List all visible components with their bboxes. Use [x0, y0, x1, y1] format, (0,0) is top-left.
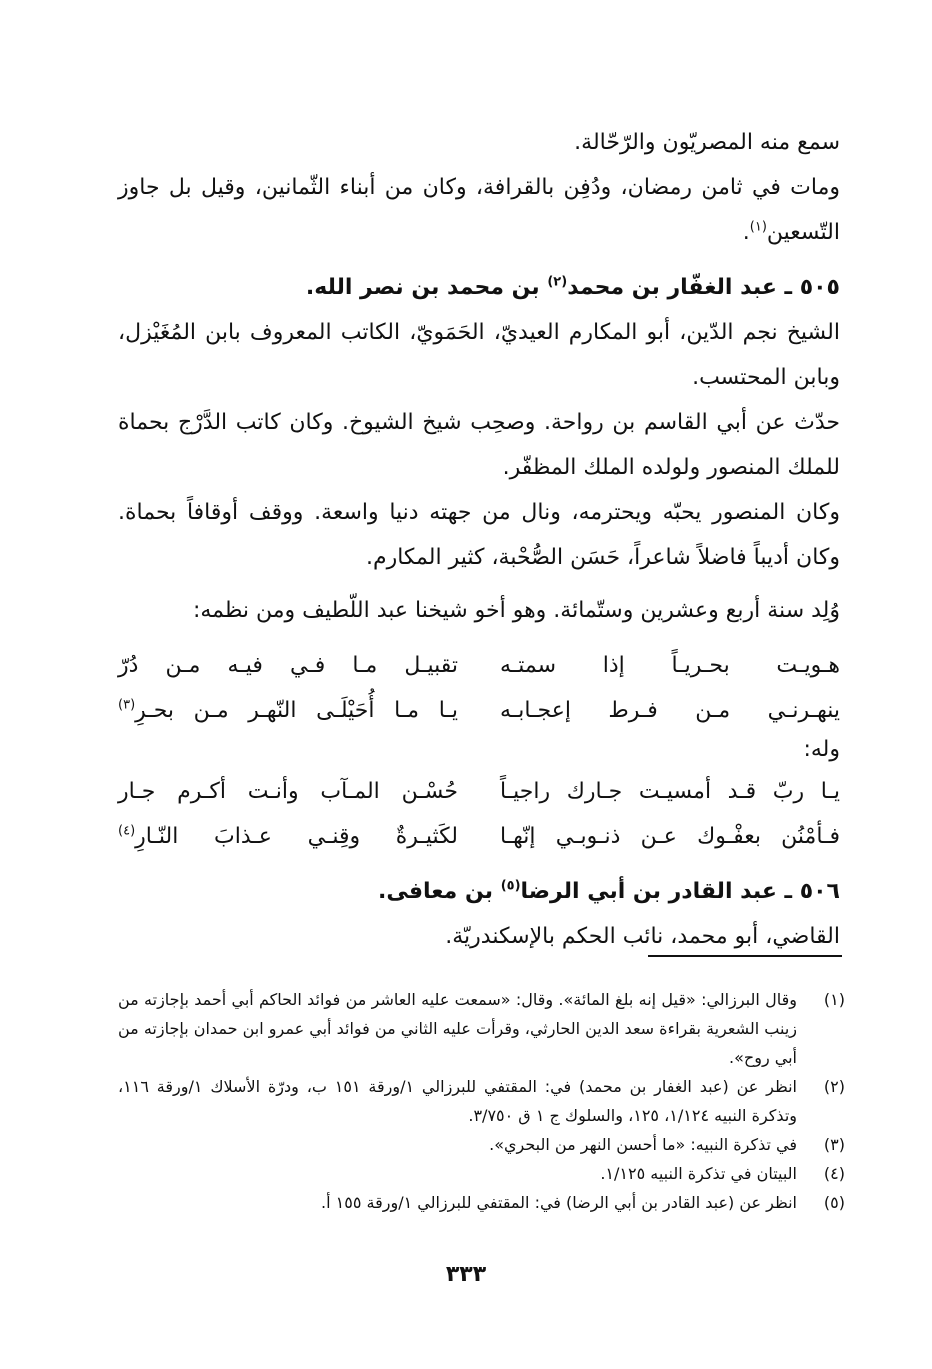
- verse: [118, 814, 840, 859]
- footnote-ref[interactable]: (٥): [500, 878, 521, 894]
- footnote-number: (٤): [823, 1164, 845, 1183]
- footnote: [118, 1130, 845, 1159]
- paragraph: وُلِد سنة أربع وعشرين وستّمائة. وهو أخو شيخنا عبد اللّطيف ومن نظمه:: [192, 598, 840, 623]
- hemistich: لكَثيـرةٌ وقِنـي عـذابَ النّـارِ$^{(٤)}$: [118, 823, 458, 849]
- verse: [118, 643, 840, 688]
- paragraph: ومات في ثامن رمضان، ودُفِن بالقرافة، وكان من أبناء الثّمانين، وقيل بل جاوز التّسعين$^{(١)}$.: [118, 175, 840, 245]
- hemistich: فـأمْنُن بعفْـوك عـن ذنـوبـي إنّهـا: [500, 824, 840, 849]
- page-number: ٣٣٣: [445, 1262, 487, 1287]
- footnote-ref[interactable]: (٤): [118, 823, 136, 839]
- verse: [118, 688, 840, 733]
- hemistich: تقبيـل مـا فـي فيـه مـن دُرّ: [118, 653, 458, 678]
- paragraph: وله:: [803, 737, 840, 762]
- verse: [118, 769, 840, 814]
- footnote: [118, 1072, 845, 1130]
- hemistich: حُسْـن المـآب وأنـت أكـرم جـار: [118, 779, 458, 804]
- hemistich: يـا مـا أُحَيْلَـى النّهـر مـن بحـرِ$^{(٣)}$: [118, 697, 458, 723]
- paragraph: القاضي، أبو محمد، نائب الحكم بالإسكندريّة.: [445, 924, 840, 949]
- footnote-ref[interactable]: (٢): [547, 274, 568, 290]
- footnote-ref[interactable]: (١): [749, 219, 767, 235]
- footnote-text: انظر عن (عبد الغفار بن محمد) في: المقتفي للبرزالي ١/ورقة ١٥١ ب، ودرّة الأسلاك ١/ورقة ١١٦، وتذكرة النبيه ١/١٢٤، ١٢٥، والسلوك ج ١ ق ٣/٧٥٠.: [118, 1077, 797, 1125]
- footnote-separator: [648, 955, 842, 957]
- footnote: [118, 1188, 845, 1217]
- hemistich: يـا ربّ قـد أمسيـت جـارك راجيـاً: [500, 779, 840, 804]
- paragraph: سمع منه المصريّون والرّحّالة.: [574, 130, 840, 155]
- footnotes: [118, 985, 845, 1217]
- main-text: [118, 120, 840, 959]
- entry-heading-506: ٥٠٦ ـ عبد القادر بن أبي الرضا$^{(٥)}$ بن معافى.: [377, 878, 840, 904]
- poem-1: [118, 643, 840, 733]
- footnote-text: في تذكرة النبيه: «ما أحسن النهر من البحري».: [489, 1135, 797, 1154]
- footnote-number: (٥): [823, 1193, 845, 1212]
- footnote-number: (٣): [823, 1135, 845, 1154]
- hemistich: هـويـت بحـريـاً إذا سمتـه: [500, 653, 840, 678]
- footnote-text: وقال البرزالي: «قيل إنه بلغ المائة». وقال: «سمعت عليه العاشر من فوائد الحاكم أبي أحمد بإجازته من زينب الشعرية بقراءة سعد الدين الحارثي، وقرأت عليه الثاني من فوائد أبي عمرو ابن حمدان بإجازته من أبي روح».: [118, 990, 797, 1067]
- footnote-text: البيتان في تذكرة النبيه ١/١٢٥.: [600, 1164, 797, 1183]
- footnote: [118, 1159, 845, 1188]
- footnote-text: انظر عن (عبد القادر بن أبي الرضا) في: المقتفي للبرزالي ١/ورقة ١٥٥ أ.: [321, 1193, 797, 1212]
- hemistich: ينهـرنـي مـن فـرط إعجـابـه: [500, 698, 840, 723]
- paragraph: حدّث عن أبي القاسم بن رواحة. وصحِب شيخ الشيوخ. وكان كاتب الدَّرْج بحماة للملك المنصور ولولده الملك المظفّر.: [118, 410, 840, 480]
- footnote: [118, 985, 845, 1072]
- footnote-number: (١): [823, 990, 845, 1009]
- footnote-ref[interactable]: (٣): [118, 697, 136, 713]
- poem-2: [118, 769, 840, 859]
- entry-heading-505: ٥٠٥ ـ عبد الغفّار بن محمد$^{(٢)}$ بن محمد بن نصر الله.: [305, 274, 840, 300]
- paragraph: الشيخ نجم الدّين، أبو المكارم العيديّ، الحَمَويّ، الكاتب المعروف بابن المُغَيْزل، وبابن المحتسب.: [118, 320, 840, 390]
- paragraph: وكان المنصور يحبّه ويحترمه، ونال من جهته دنيا واسعة. ووقف أوقافاً بحماة. وكان أديباً فاضلاً شاعراً، حَسَن الصُّحْبة، كثير المكارم.: [118, 500, 840, 570]
- footnote-number: (٢): [823, 1077, 845, 1096]
